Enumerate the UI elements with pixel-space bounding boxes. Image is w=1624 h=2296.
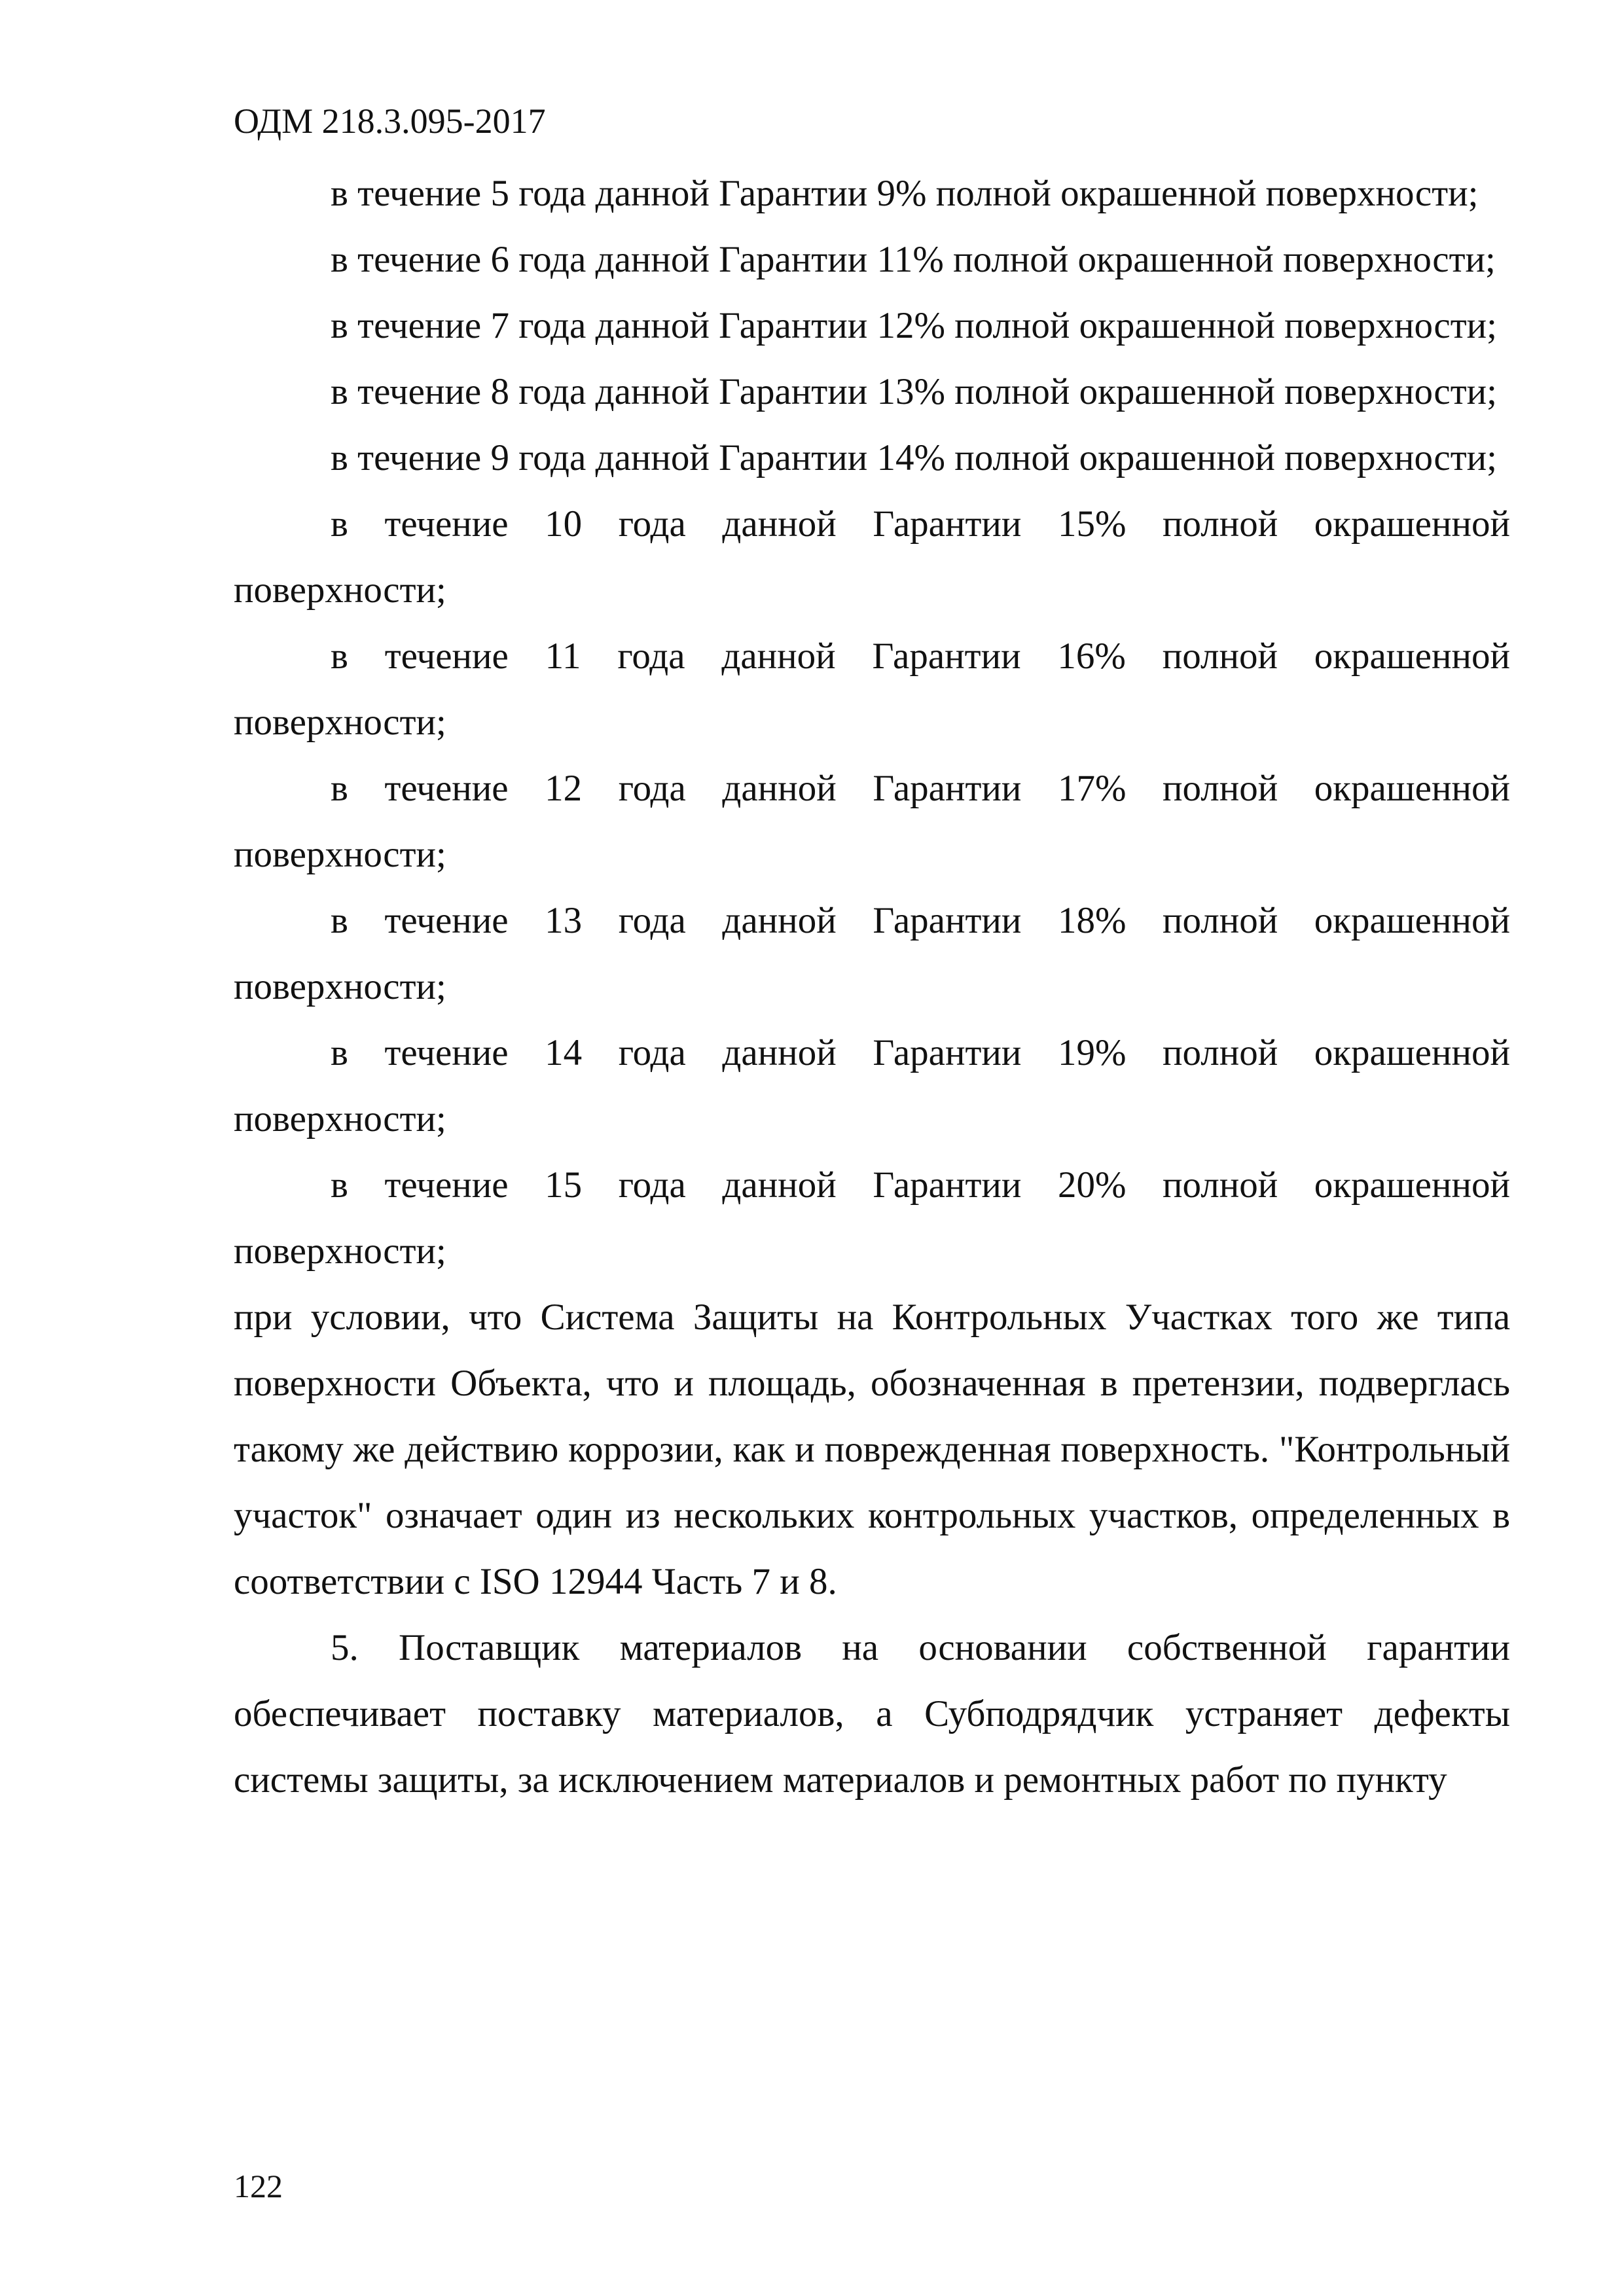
warranty-year-6-paragraph: в течение 6 года данной Гарантии 11% полной окрашенной поверхности;: [331, 239, 1496, 280]
document-code-header: ОДМ 218.3.095-2017: [234, 101, 546, 141]
warranty-year-10-paragraph: в течение 10 года данной Гарантии 15% полной окрашенной поверхности;: [234, 503, 1510, 611]
warranty-year-14-paragraph: в течение 14 года данной Гарантии 19% полной окрашенной поверхности;: [234, 1032, 1510, 1139]
warranty-year-8-paragraph: в течение 8 года данной Гарантии 13% полной окрашенной поверхности;: [331, 371, 1497, 412]
condition-paragraph: при условии, что Система Защиты на Контрольных Участках того же типа поверхности Объекта, что и площадь, обозначенная в претензии, подверглась такому же действию коррозии, как и поврежденная поверхность. "Контрольный участок" означает один из нескольких контрольных участков, определенных в соответствии с ISO 12944 Часть 7 и 8.: [234, 1297, 1510, 1602]
warranty-year-13-paragraph: в течение 13 года данной Гарантии 18% полной окрашенной поверхности;: [234, 900, 1510, 1007]
warranty-year-5-paragraph: в течение 5 года данной Гарантии 9% полной окрашенной поверхности;: [331, 173, 1479, 214]
document-body: [234, 160, 1510, 1813]
warranty-year-15-paragraph: в течение 15 года данной Гарантии 20% полной окрашенной поверхности;: [234, 1164, 1510, 1272]
warranty-year-12-paragraph: в течение 12 года данной Гарантии 17% полной окрашенной поверхности;: [234, 768, 1510, 875]
page-number: 122: [234, 2168, 283, 2204]
warranty-year-11-paragraph: в течение 11 года данной Гарантии 16% полной окрашенной поверхности;: [234, 636, 1510, 743]
warranty-year-7-paragraph: в течение 7 года данной Гарантии 12% полной окрашенной поверхности;: [331, 305, 1497, 346]
clause-5-paragraph: 5. Поставщик материалов на основании собственной гарантии обеспечивает поставку материалов, а Субподрядчик устраняет дефекты системы защиты, за исключением материалов и ремонтных работ по пункту: [234, 1627, 1510, 1801]
warranty-year-9-paragraph: в течение 9 года данной Гарантии 14% полной окрашенной поверхности;: [331, 437, 1497, 478]
